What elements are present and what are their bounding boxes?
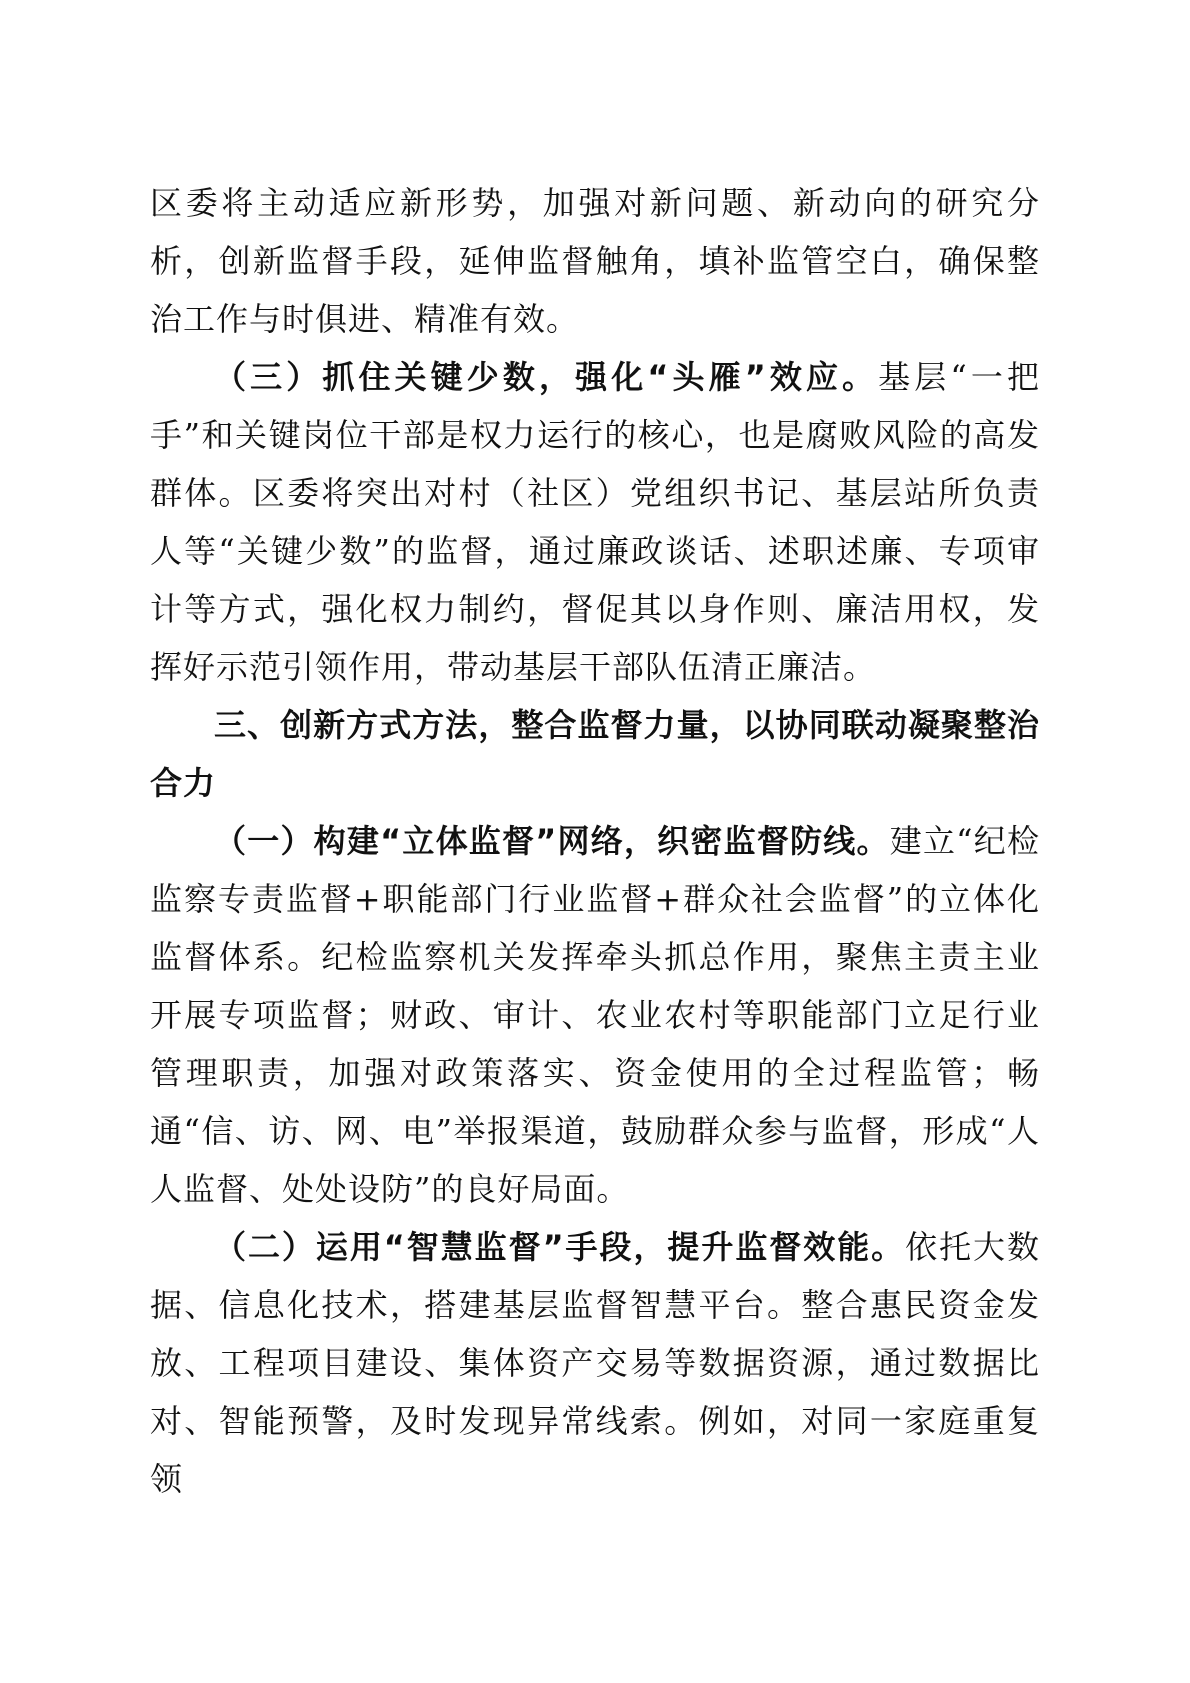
paragraph-lead: （三）抓住关键少数，强化“头雁”效应。 (214, 358, 879, 396)
paragraph-text: 基层“一把手”和关键岗位干部是权力运行的核心，也是腐败风险的高发群体。区委将突出对村（社区）党组织书记、基层站所负责人等“关键少数”的监督，通过廉政谈话、述职述廉、专项审计等方式，强化权力制约，督促其以身作则、廉洁用权，发挥好示范引领作用，带动基层干部队伍清正廉洁。 (150, 358, 1040, 686)
paragraph-continuation (150, 174, 1040, 348)
section-heading-3: 三、创新方式方法，整合监督力量，以协同联动凝聚整治合力 (150, 706, 1040, 802)
paragraph-text: 依托大数据、信息化技术，搭建基层监督智慧平台。整合惠民资金发放、工程项目建设、集体资产交易等数据资源，通过数据比对、智能预警，及时发现异常线索。例如，对同一家庭重复领 (150, 1228, 1040, 1498)
paragraph-lead: （一）构建“立体监督”网络，织密监督防线。 (214, 822, 890, 860)
paragraph-3d-supervision (150, 812, 1040, 1218)
paragraph-lead: （二）运用“智慧监督”手段，提升监督效能。 (214, 1228, 906, 1266)
paragraph-text: 建立“纪检监察专责监督+职能部门行业监督+群众社会监督”的立体化监督体系。纪检监察机关发挥牵头抓总作用，聚焦主责主业开展专项监督；财政、审计、农业农村等职能部门立足行业管理职责，加强对政策落实、资金使用的全过程监管；畅通“信、访、网、电”举报渠道，鼓励群众参与监督，形成“人人监督、处处设防”的良好局面。 (150, 822, 1040, 1208)
document-body (150, 174, 1040, 1508)
paragraph-text: 区委将主动适应新形势，加强对新问题、新动向的研究分析，创新监督手段，延伸监督触角，填补监管空白，确保整治工作与时俱进、精准有效。 (150, 184, 1040, 338)
paragraph-key-minority (150, 348, 1040, 696)
paragraph-smart-supervision (150, 1218, 1040, 1508)
